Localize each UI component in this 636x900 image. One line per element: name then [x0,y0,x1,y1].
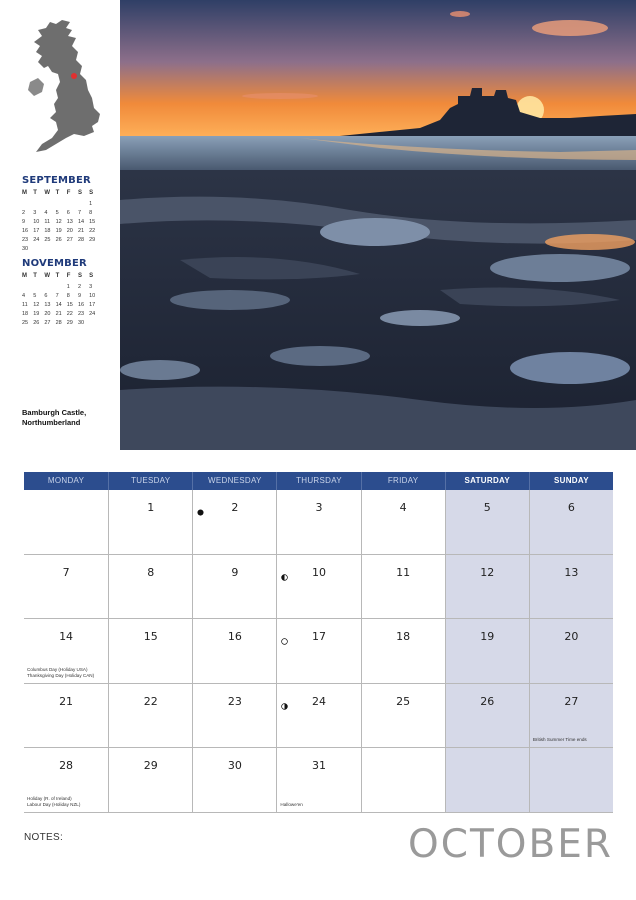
day-cell [192,748,276,813]
day-cell [529,555,613,620]
mini-day: 1 [66,284,70,290]
mini-day: 18 [44,228,51,234]
day-cell [276,684,360,749]
day-cell [445,748,529,813]
day-number: 9 [231,565,239,579]
mini-day: 8 [89,210,93,216]
day-cell [529,684,613,749]
day-number: 15 [143,630,158,643]
day-cell [361,684,445,749]
day-cell [108,748,192,813]
weekday-header-sunday: SUNDAY [529,472,613,490]
day-note: Columbus Day (Holiday USA) Thanksgiving Day (Holiday CAN) [27,666,95,678]
notes-label: NOTES: [24,832,64,843]
day-cell [445,490,529,555]
day-cell [108,619,192,684]
mini-weekday-header: S [89,190,94,196]
mini-day: 20 [44,311,51,317]
calendar-grid [24,490,613,813]
mini-day: 21 [77,228,85,234]
day-cell [361,748,445,813]
uk-map-icon [22,18,104,158]
mini-day: 4 [22,293,26,299]
mini-day: 5 [33,293,37,299]
weekday-header-row [24,472,613,490]
day-number: 11 [396,565,411,579]
mini-day [33,283,44,291]
day-number: 4 [399,501,407,514]
day-number: 3 [315,501,323,514]
day-cell [445,684,529,749]
mini-day: 26 [33,320,40,326]
mini-weekday-header: M [22,190,27,196]
mini-day: 20 [66,228,73,234]
mini-weekday-header: M [22,273,27,279]
last-quarter-moon-icon [281,697,288,704]
mini-calendar-title: NOVEMBER [22,258,87,269]
day-cell [192,619,276,684]
day-cell [24,490,108,555]
day-note: British Summer Time ends [532,737,587,742]
mini-day: 19 [55,228,62,234]
day-number: 13 [564,565,579,579]
mini-weekday-header: T [33,190,37,196]
mini-day: 14 [55,302,62,308]
mini-day: 10 [33,219,40,225]
mini-day: 14 [77,219,85,225]
mini-calendar-grid [22,189,102,253]
mini-weekday-header: T [55,273,60,279]
mini-day: 28 [77,237,85,243]
day-cell [276,555,360,620]
mini-day: 8 [66,293,70,299]
location-marker-icon [71,73,77,79]
mini-weekday-header: F [66,190,71,196]
mini-day: 24 [89,311,96,317]
mini-day: 6 [66,210,70,216]
day-number: 22 [143,694,158,708]
day-cell [529,490,613,555]
day-note: Hallowe'en [280,801,303,807]
day-cell [24,748,108,813]
mini-day: 3 [33,210,37,216]
day-number: 10 [311,565,326,579]
weekday-header-wednesday: WEDNESDAY [192,472,276,490]
weekday-header-tuesday: TUESDAY [108,472,192,490]
day-number: 28 [59,759,74,772]
mini-day [44,200,55,208]
day-number: 20 [564,630,579,643]
mini-weekday-header: F [66,273,71,279]
mini-day: 9 [22,219,26,225]
day-number: 16 [227,630,242,643]
mini-day: 24 [33,237,40,243]
day-number: 27 [564,694,579,708]
day-cell [361,619,445,684]
mini-day: 19 [33,311,40,317]
day-cell [529,619,613,684]
mini-day: 30 [22,246,29,252]
mini-day: 17 [89,302,96,308]
day-cell [108,555,192,620]
day-number: 19 [480,630,495,643]
day-cell [24,555,108,620]
mini-day [56,200,67,208]
weekday-header-monday: MONDAY [47,476,85,485]
mini-day [22,200,33,208]
day-cell [24,619,108,684]
day-cell [108,684,192,749]
mini-day: 2 [77,284,81,290]
full-moon-icon [281,632,288,639]
mini-day: 16 [77,302,85,308]
mini-weekday-header: W [44,273,51,279]
mini-calendar-september [22,175,102,253]
first-quarter-moon-icon [281,568,288,575]
mini-day: 13 [44,302,51,308]
mini-day: 6 [44,293,48,299]
mini-day [44,283,55,291]
mini-day: 4 [44,210,48,216]
day-cell [24,684,108,749]
day-number: 2 [231,501,239,514]
mini-day: 17 [33,228,40,234]
mini-day: 30 [77,320,85,326]
mini-day: 23 [22,237,29,243]
mini-day: 9 [77,293,81,299]
mini-day: 5 [55,210,59,216]
mini-day: 2 [22,210,26,216]
day-number: 1 [147,501,155,514]
mini-day: 28 [55,320,62,326]
mini-day [78,200,89,208]
mini-weekday-header: S [77,273,82,279]
day-number: 17 [311,630,326,643]
mini-weekday-header: S [77,190,82,196]
mini-day: 13 [66,219,73,225]
day-number: 25 [396,694,411,708]
mini-day: 22 [66,311,73,317]
castle-photo [120,0,636,450]
day-number: 26 [480,694,495,708]
mini-day: 29 [89,237,96,243]
mini-day: 15 [66,302,73,308]
day-number: 29 [143,759,158,772]
mini-day [67,200,78,208]
mini-calendar-title: SEPTEMBER [22,175,91,186]
mini-day: 12 [55,219,62,225]
day-note: Holiday (R. of Ireland) Labour Day (Holiday NZL) [27,795,81,807]
day-cell [108,490,192,555]
mini-day: 27 [66,237,73,243]
mini-weekday-header: T [55,190,60,196]
day-number: 21 [59,694,74,708]
mini-day: 11 [44,219,51,225]
day-number: 7 [62,565,70,579]
mini-day: 25 [22,320,29,326]
day-cell [361,490,445,555]
day-number: 30 [227,759,242,772]
mini-day: 27 [44,320,51,326]
mini-day [22,283,33,291]
day-number: 6 [567,501,575,514]
mini-day: 29 [66,320,73,326]
mini-weekday-header: S [89,273,94,279]
weekday-header-thursday: THURSDAY [276,472,360,490]
mini-weekday-header: T [33,273,37,279]
mini-day [56,283,67,291]
mini-day: 25 [44,237,51,243]
mini-day: 3 [89,284,93,290]
mini-day: 21 [55,311,62,317]
day-cell [276,748,360,813]
mini-day: 16 [22,228,29,234]
mini-day [33,200,44,208]
day-cell [192,684,276,749]
day-number: 8 [147,565,155,579]
day-cell [192,555,276,620]
mini-day: 7 [55,293,59,299]
mini-day: 18 [22,311,29,317]
day-cell [445,555,529,620]
day-number: 14 [59,630,74,643]
new-moon-icon [197,503,204,510]
mini-day: 23 [77,311,85,317]
month-calendar [24,472,613,813]
day-number: 5 [483,501,491,514]
day-cell [361,555,445,620]
mini-day: 26 [55,237,62,243]
mini-day: 22 [89,228,96,234]
day-cell [445,619,529,684]
mini-calendar-grid [22,272,102,327]
month-name: OCTOBER [408,822,613,867]
day-number: 24 [311,694,326,708]
photo-caption: Bamburgh Castle, Northumberland [22,408,87,427]
mini-calendar-november [22,258,102,327]
day-number: 12 [480,565,495,579]
day-cell [529,748,613,813]
mini-day: 7 [77,210,81,216]
day-cell [276,619,360,684]
mini-day: 1 [89,201,93,207]
mini-day: 11 [22,302,28,308]
day-number: 23 [227,694,242,708]
day-number: 31 [311,759,326,772]
mini-day: 12 [33,302,40,308]
day-cell [192,490,276,555]
day-cell [276,490,360,555]
weekday-header-friday: FRIDAY [361,472,445,490]
mini-day: 15 [89,219,96,225]
mini-weekday-header: W [44,190,51,196]
weekday-header-saturday: SATURDAY [445,472,529,490]
day-number: 18 [396,630,411,643]
mini-day: 10 [89,293,96,299]
